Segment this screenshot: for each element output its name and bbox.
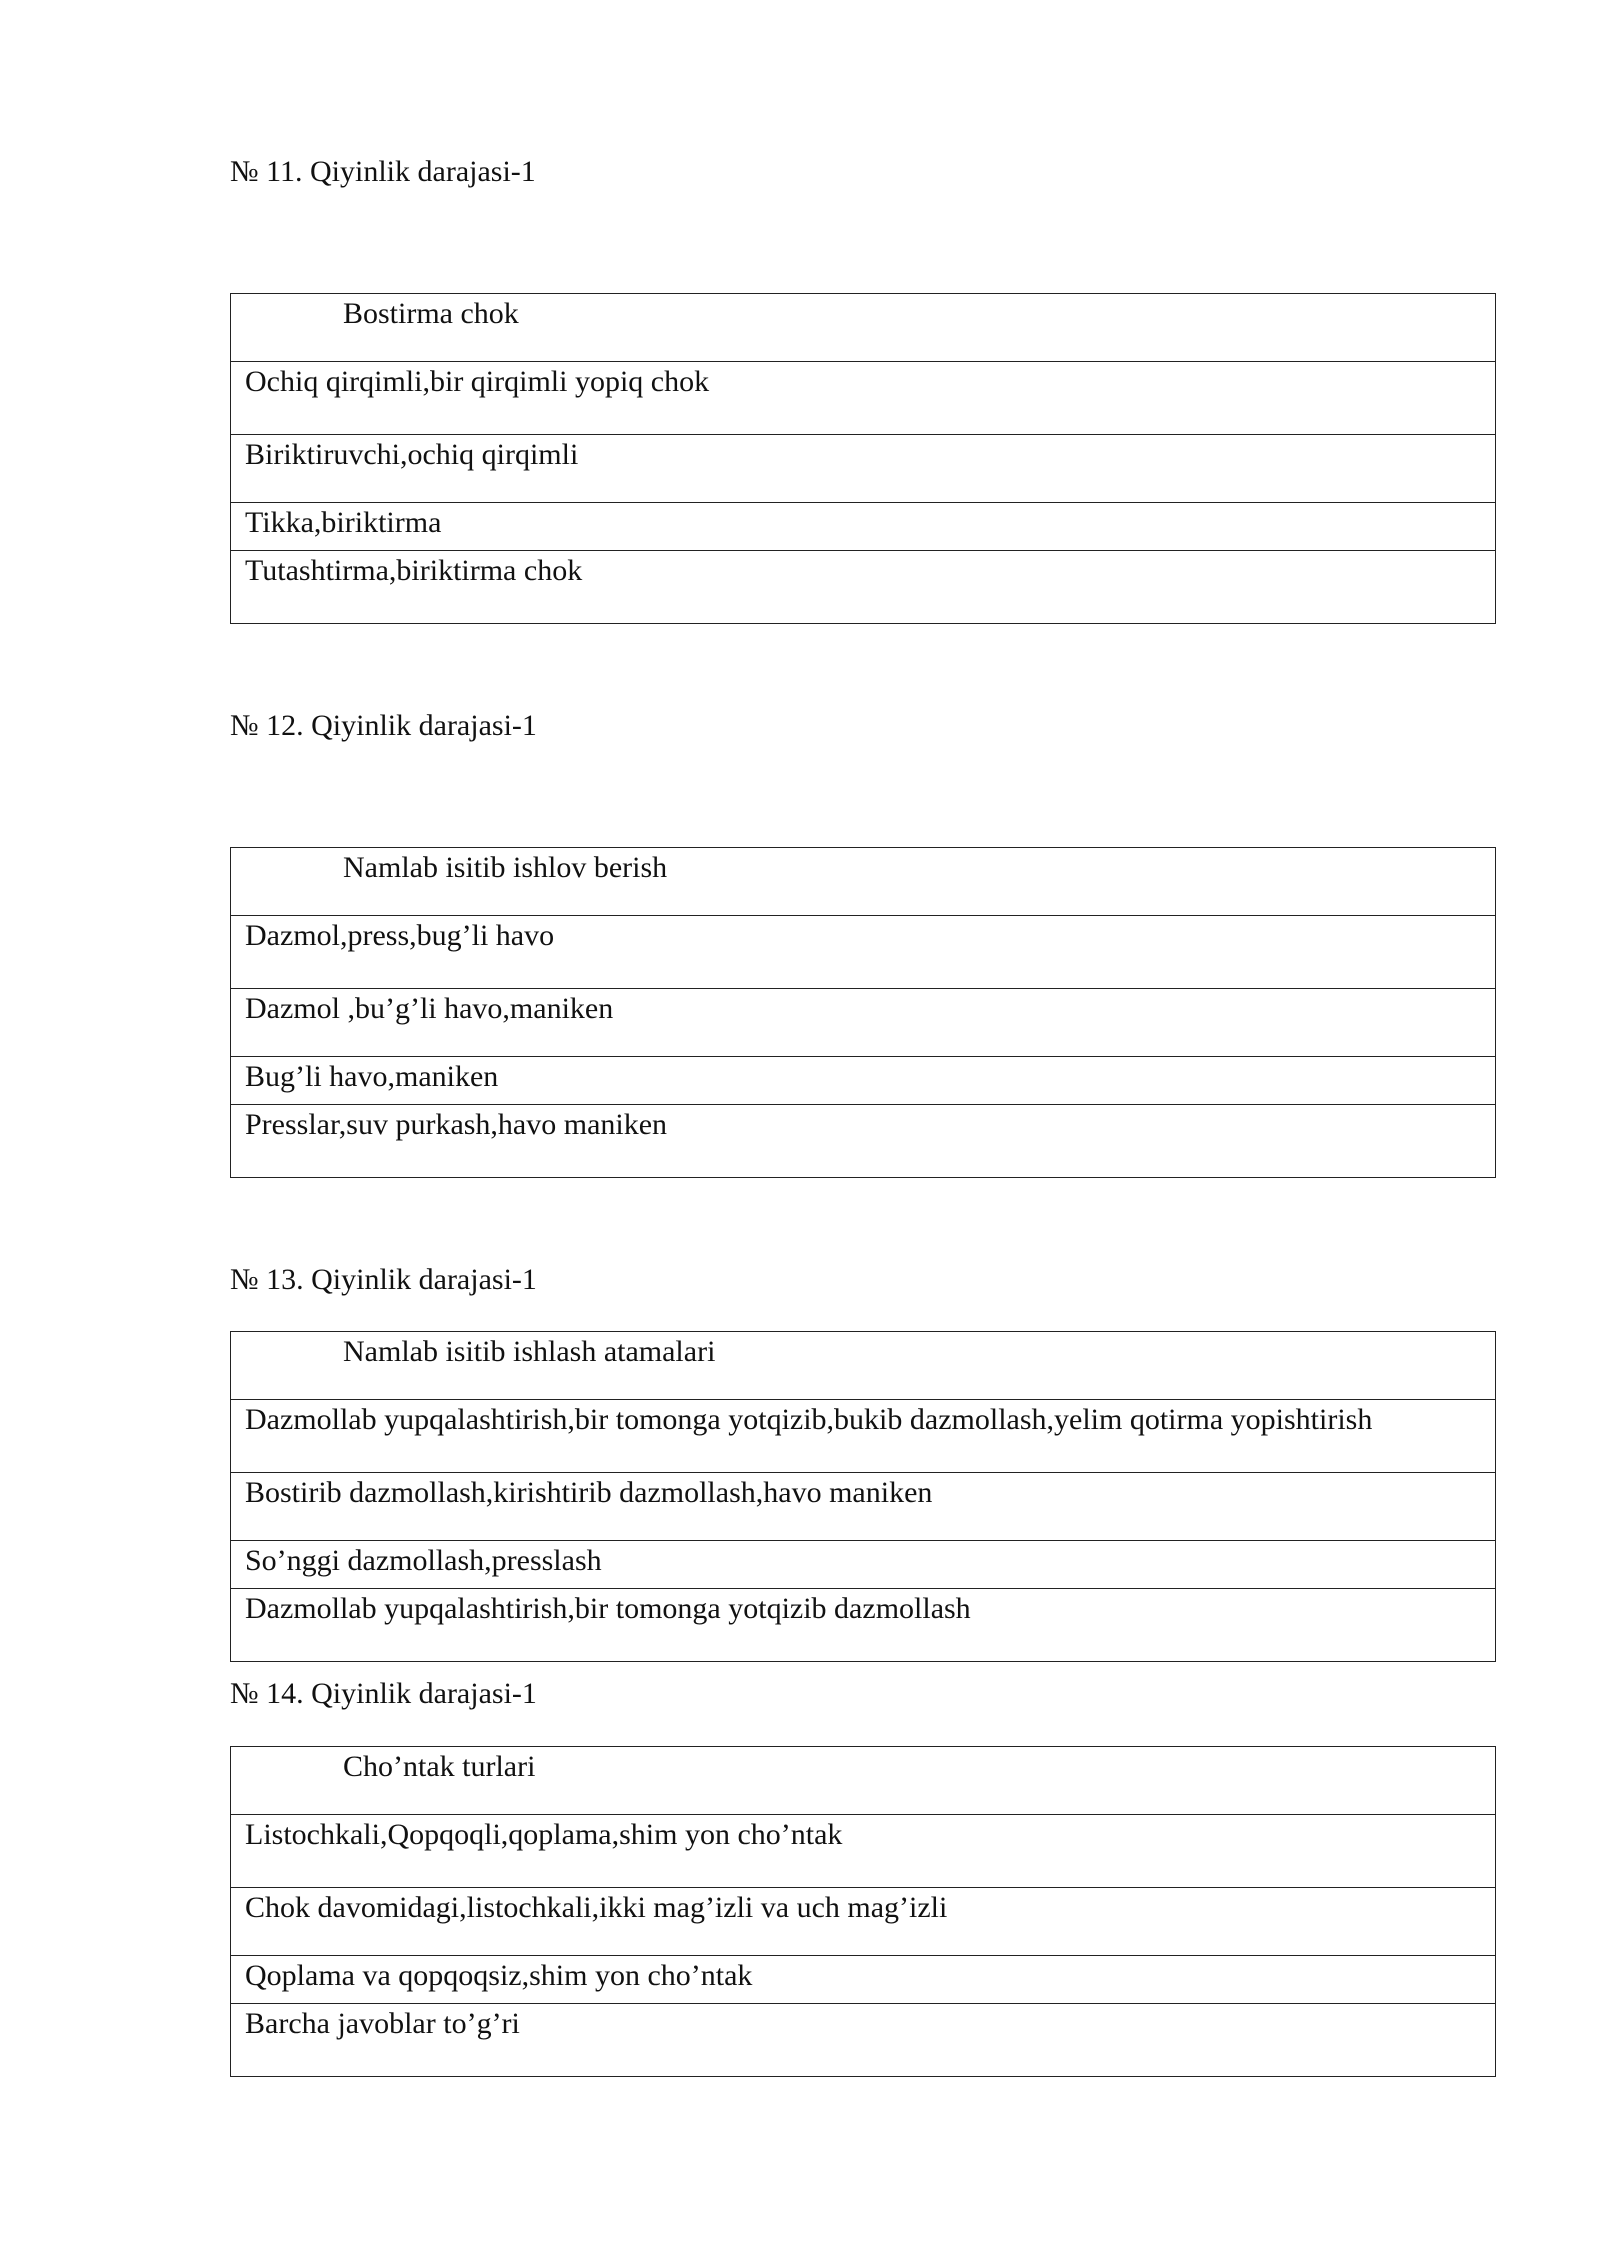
question-14-option-a: Listochkali,Qopqoqli,qoplama,shim yon cho’ntak (231, 1815, 1496, 1888)
question-14-table (230, 1746, 1496, 2077)
question-11-option-d: Tutashtirma,biriktirma chok (231, 551, 1496, 624)
question-12-option-a: Dazmol,press,bug’li havo (231, 916, 1496, 989)
question-13-title: Namlab isitib ishlash atamalari (231, 1332, 1496, 1400)
question-14-title: Cho’ntak turlari (231, 1747, 1496, 1815)
question-13-heading: № 13. Qiyinlik darajasi-1 (230, 1263, 537, 1296)
question-11-option-c: Tikka,biriktirma (231, 503, 1496, 551)
question-11-table (230, 293, 1496, 624)
question-13-option-a: Dazmollab yupqalashtirish,bir tomonga yotqizib,bukib dazmollash,yelim qotirma yopishtirish (231, 1400, 1496, 1473)
question-12-title: Namlab isitib ishlov berish (231, 848, 1496, 916)
question-11-option-b: Biriktiruvchi,ochiq qirqimli (231, 435, 1496, 503)
question-11-option-a: Ochiq qirqimli,bir qirqimli yopiq chok (231, 362, 1496, 435)
question-12-option-d: Presslar,suv purkash,havo maniken (231, 1105, 1496, 1178)
question-12-heading: № 12. Qiyinlik darajasi-1 (230, 709, 537, 742)
question-14-option-d: Barcha javoblar to’g’ri (231, 2004, 1496, 2077)
question-13-option-d: Dazmollab yupqalashtirish,bir tomonga yotqizib dazmollash (231, 1589, 1496, 1662)
question-12-option-c: Bug’li havo,maniken (231, 1057, 1496, 1105)
question-12-option-b: Dazmol ,bu’g’li havo,maniken (231, 989, 1496, 1057)
question-12-table (230, 847, 1496, 1178)
question-13-table (230, 1331, 1496, 1662)
question-11-title: Bostirma chok (231, 294, 1496, 362)
question-13-option-c: So’nggi dazmollash,presslash (231, 1541, 1496, 1589)
question-14-option-b: Chok davomidagi,listochkali,ikki mag’izli va uch mag’izli (231, 1888, 1496, 1956)
question-14-option-c: Qoplama va qopqoqsiz,shim yon cho’ntak (231, 1956, 1496, 2004)
question-13-option-b: Bostirib dazmollash,kirishtirib dazmollash,havo maniken (231, 1473, 1496, 1541)
question-11-heading: № 11. Qiyinlik darajasi-1 (230, 155, 536, 188)
question-14-heading: № 14. Qiyinlik darajasi-1 (230, 1677, 537, 1710)
